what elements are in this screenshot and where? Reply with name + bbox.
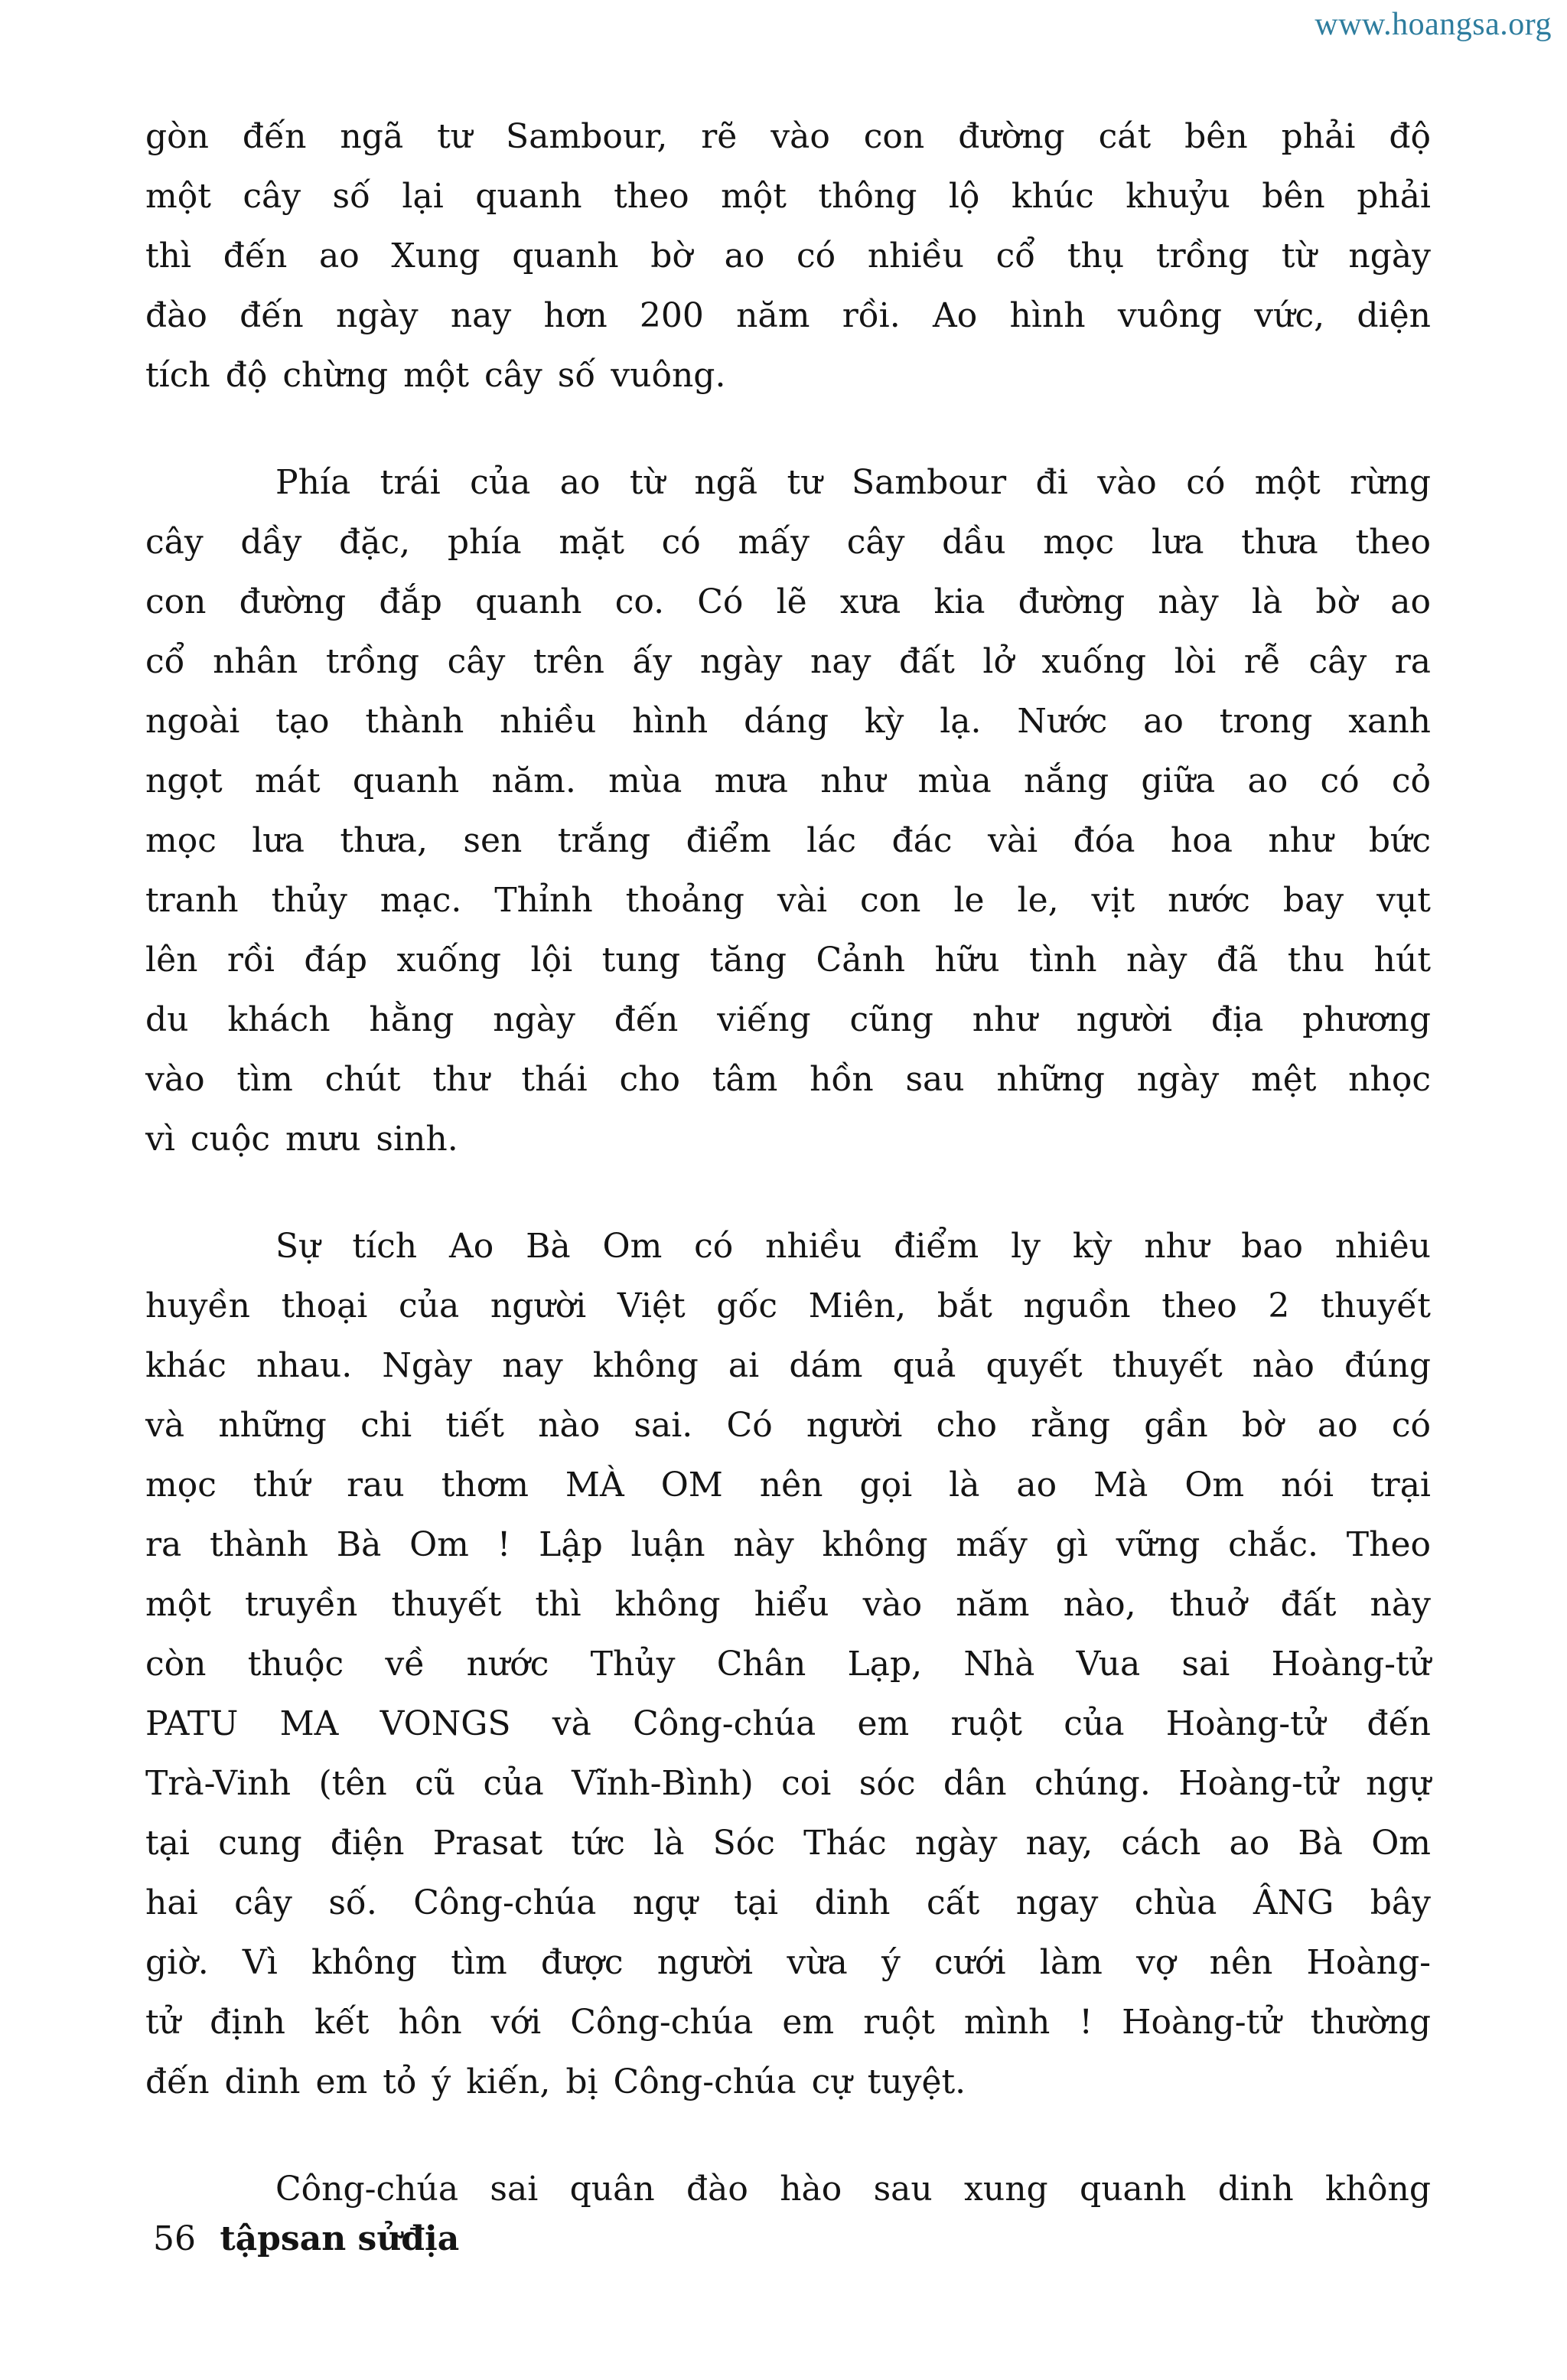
text-line: và những chi tiết nào sai. Có người cho rằng gần bờ ao có [145,1406,1431,1445]
text-line: Sự tích Ao Bà Om có nhiều điểm ly kỳ như bao nhiêu [275,1227,1431,1266]
text-line: ra thành Bà Om ! Lập luận này không mấy gì vững chắc. Theo [145,1525,1431,1564]
text-line: Phía trái của ao từ ngã tư Sambour đi vào có một rừng [275,463,1431,502]
text-line: con đường đắp quanh co. Có lẽ xưa kia đường này là bờ ao [145,582,1431,621]
text-line: còn thuộc về nước Thủy Chân Lạp, Nhà Vua sai Hoàng-tử [145,1645,1431,1684]
text-line: huyền thoại của người Việt gốc Miên, bắt nguồn theo 2 thuyết [145,1286,1431,1325]
text-line: mọc lưa thưa, sen trắng điểm lác đác vài đóa hoa như bức [145,821,1431,860]
text-line: lên rồi đáp xuống lội tung tăng Cảnh hữu tình này đã thu hút [145,941,1431,980]
text-line: tranh thủy mạc. Thỉnh thoảng vài con le le, vịt nước bay vụt [145,881,1431,920]
text-line: một truyền thuyết thì không hiểu vào năm nào, thuở đất này [145,1585,1431,1624]
body-text [145,107,1431,2219]
text-line: cổ nhân trồng cây trên ấy ngày nay đất lở xuống lòi rễ cây ra [145,642,1431,681]
publication-name: tậpsan sửđịa [220,2219,460,2258]
text-line: thì đến ao Xung quanh bờ ao có nhiều cổ thụ trồng từ ngày [145,236,1431,275]
text-line: vì cuộc mưu sinh. [145,1120,458,1159]
text-line: khác nhau. Ngày nay không ai dám quả quyết thuyết nào đúng [145,1346,1431,1385]
text-line: Trà-Vinh (tên cũ của Vĩnh-Bình) coi sóc dân chúng. Hoàng-tử ngự [145,1764,1431,1803]
page-footer [153,2219,459,2258]
text-line: tích độ chừng một cây số vuông. [145,356,726,395]
text-line: giờ. Vì không tìm được người vừa ý cưới làm vợ nên Hoàng- [145,1943,1431,1982]
text-line: ngọt mát quanh năm. mùa mưa như mùa nắng giữa ao có cỏ [145,761,1431,800]
text-line: Công-chúa sai quân đào hào sau xung quanh dinh không [275,2170,1431,2209]
text-line: đến dinh em tỏ ý kiến, bị Công-chúa cự tuyệt. [145,2062,966,2101]
text-line: ngoài tạo thành nhiều hình dáng kỳ lạ. Nước ao trong xanh [145,702,1431,741]
text-line: đào đến ngày nay hơn 200 năm rồi. Ao hình vuông vức, diện [145,296,1431,335]
paragraph-3 [145,1217,1431,2112]
paragraph-1 [145,107,1431,406]
text-line: tại cung điện Prasat tức là Sóc Thác ngày nay, cách ao Bà Om [145,1824,1431,1863]
text-line: vào tìm chút thư thái cho tâm hồn sau những ngày mệt nhọc [145,1060,1431,1099]
text-line: PATU MA VONGS và Công-chúa em ruột của Hoàng-tử đến [145,1704,1431,1743]
text-line: một cây số lại quanh theo một thông lộ khúc khuỷu bên phải [145,177,1431,216]
page-number: 56 [153,2219,196,2258]
text-line: gòn đến ngã tư Sambour, rẽ vào con đường cát bên phải độ [145,117,1431,156]
paragraph-4 [145,2160,1431,2219]
paragraph-2 [145,453,1431,1169]
text-line: hai cây số. Công-chúa ngự tại dinh cất ngay chùa ÂNG bây [145,1883,1431,1922]
text-line: cây dầy đặc, phía mặt có mấy cây dầu mọc lưa thưa theo [145,523,1431,562]
text-line: du khách hằng ngày đến viếng cũng như người địa phương [145,1000,1431,1039]
text-line: tử định kết hôn với Công-chúa em ruột mình ! Hoàng-tử thường [145,2003,1431,2042]
site-url-watermark[interactable]: www.hoangsa.org [1315,7,1552,42]
text-line: mọc thứ rau thơm MÀ OM nên gọi là ao Mà Om nói trại [145,1465,1431,1505]
